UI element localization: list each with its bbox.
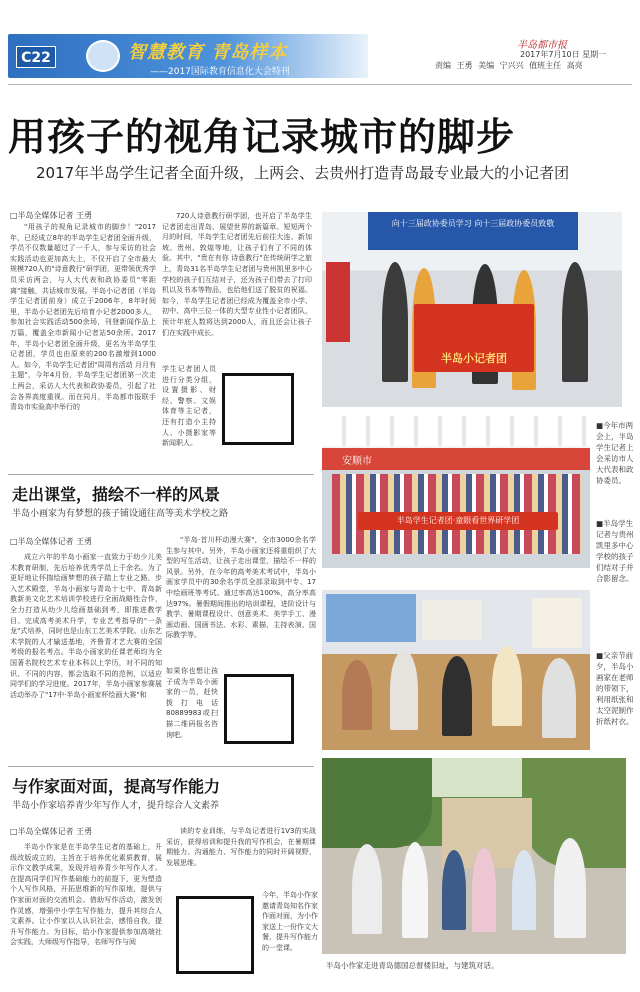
poster (326, 262, 350, 342)
section-subtitle: ——2017国际教育信息化大会特刊 (150, 67, 290, 77)
divider (8, 474, 314, 475)
article-column: 如果你也想让孩子成为半岛小画家的一员，赶快拨打电话80889983或扫描二维码报名咨询吧。 (166, 667, 218, 739)
article-column: 720人诗意教行研学团，也开启了半岛学生记者团走出青岛、展望世界的新篇章。短短两个月的时间，半岛学生记者团先后前往大连、新加坡、贵州、敦煌等地，让孩子们有了不同的体验。其中，"贵在有你 诗意教行"在传统研学之旅上，青岛31名半岛学生记者团与贵州凯里多中心学校的孩子们互结对子，还为孩子们带去了打印机以及书本等物品，也给他们送了脱贫的祝福。如今，半岛学生记者团已经成为覆盖全市小学、初中、高中三位一体的大型专业性小记者团队，预计年底人数将达到2000人，而且还会让孩子们在实践中成长。 (162, 212, 312, 337)
photo-guizhou-group (322, 416, 590, 568)
article-column: 读的专业训练，与半岛记者进行1V3的实战采访，获得培训和提升我的写作机会，在暑期课期能力、沟通能力、写作能力的同时开阔视野，发展思维。 (166, 827, 316, 867)
team-flag: 半岛小记者团 (414, 304, 534, 372)
section-subheading: 半岛小画家为有梦想的孩子铺设通往高等美术学校之路 (12, 509, 229, 519)
qr-code[interactable] (176, 896, 254, 974)
article-column: "用孩子的视角记录城市的脚步！"2017年，已经成立8年的半岛学生记者团全面升级，学员不仅数量超过了一千人，参与采访的社会实践活动也更加高大上，不仅开启了全市最大规模720人的"诗意教行"研学团，更带领优秀学员采访两会，与人大代表和政协委员"零距离"接触，共话城市发展。半岛小记者团（半岛学生记者团前身）成立于2006年，8年时间里，半岛小记者团先后培育小记者2000多人，参加社会实践活动500余场，刊登新闻作品上万篇，覆盖全市新闻小记者站50余所。2017年，半岛小记者团全面升级，更名为半岛学生记者团，学员也由原来的200名激增到1000人。如今，半岛学生记者团"周周有活动 月月有主题"，今年4月份，半岛学生记者团第一次走上两会，采访人大代表和政协委员，引起了社会各界高度重视。而在同月，半岛都市报联手青岛市实验高中举行的 (10, 223, 156, 412)
divider (8, 766, 314, 767)
newspaper-name: 半岛都市报 (517, 40, 567, 51)
editor-credits: 责编 王勇 美编 宁兴兴 值班主任 高亮 (435, 61, 583, 70)
photo-caption: ■父亲节前夕，半岛小画家在老师的带领下，利用纸张和太空泥制作折纸衬衣。 (596, 651, 634, 726)
photo-banner: 安顺市 (322, 448, 590, 470)
issue-date: 2017年7月10日 星期一 (520, 50, 607, 59)
section-subheading: 半岛小作家培养青少年写作人才，提升综合人文素养 (12, 801, 220, 811)
photo-art-class (322, 590, 590, 750)
byline: □半岛全媒体记者 王勇 (10, 211, 93, 220)
article-column: 今年，半岛小作家邀请青岛知名作家作面对面，为小作家送上一份作文大餐，提升写作能力的一堂课。 (262, 891, 318, 952)
qr-code[interactable] (224, 674, 294, 744)
photo-caption: 半岛小作家走进青岛德国总督楼旧址，与建筑对话。 (326, 961, 499, 970)
article-column: 成立六年的半岛小画家一直致力于幼少儿美术教育研制，先后培养优秀学员上千余名。为了更好地让怀揣绘画梦想的孩子踏上专业之路，步入艺术殿堂，半岛小画家与青岛十七中、青岛新教新美文化艺术培训学校进行全面战略性合作，全力打造从幼少儿绘画基础到考，即推进教学目、完成高考美术升学，专业艺考指导的"一条龙"式培养，同时也是山东工艺美术学院、山东艺术学院的人才输送基地，齐鲁青才艺大赛的全国考级的报名考点。半岛小画家的任课老师均为全国著名院校艺术专业本科以上学历，对不同的知识、不同的内容，都会选取不同的范例，以适应同学们的学习进度。2017年，半岛小画家参赛展活动举办了"17中·半岛小画家杯绘画大赛"和 (10, 553, 162, 699)
photo-writers-tour (322, 758, 626, 954)
team-banner: 半岛学生记者团·童眼看世界研学团 (358, 512, 558, 530)
section-title: 智慧教育 青岛样本 (128, 42, 288, 63)
byline: □半岛全媒体记者 王勇 (10, 827, 93, 836)
photo-caption: ■今年市两会上，半岛学生记者上会采访市人大代表和政协委员。 (596, 421, 634, 485)
page-number: C22 (16, 46, 56, 68)
main-headline: 用孩子的视角记录城市的脚步 (8, 114, 516, 159)
banner-logo-icon (86, 40, 120, 72)
photo-two-sessions (322, 212, 622, 407)
section-heading: 走出课堂，描绘不一样的风景 (12, 485, 221, 504)
byline: □半岛全媒体记者 王勇 (10, 537, 93, 546)
qr-code[interactable] (222, 373, 294, 445)
article-column: 半岛小作家是在半岛学生记者的基础上，升级改版成立的，主旨在于培养优化素质教育，展示作文教学成果，发现并培养青少年写作人才。在提高同学们写作基础能力的前提下，更为塑造个人写作风格，开拓思维新的写作原地，提供与作家面对面的交流机会。借助写作活动，激发创作灵感，增强中小学生写作能力，提升其综合人文素养。让小作家以人认识社会，感悟自我，提升写作能力。为目标，给小作家提供参加高端社会实践，大师级写作指导，名师写作与阅 (10, 843, 162, 947)
article-column: 学生记者团人员进行分类分组，设置摄影、财经、警察、文娱体育等主记者，还有打造小主持人、小摄影家等新闻职人。 (162, 365, 216, 448)
divider (8, 84, 632, 85)
article-column: "半岛·首川杯动漫大赛"，全市3000余名学生参与其中。另外，半岛小画家还将重组织了大型的写生活动，让孩子走出课堂，描绘不一样的风景。另外，在今年的高考美术考试中，半岛小画家学员中的30余名学员全部录取到中专、17中绘画班等考试。通过率高达100%，高分率高达97%。暑假期间推出的培训课程，进阶设计与教学、暑期课程设计、创意美术、美学手工、漫画动画、国画书法、水彩、素描、主持表演、国际教学等。 (166, 536, 316, 640)
section-heading: 与作家面对面，提高写作能力 (12, 777, 221, 796)
photo-caption: ■半岛学生记者与贵州凯里多中心学校的孩子们结对子并合影留念。 (596, 519, 634, 583)
headline-subtitle: 2017年半岛学生记者全面升级，上两会、去贵州打造青岛最专业最大的小记者团 (36, 164, 570, 182)
photo-banner: 向十三届政协委员学习 向十三届政协委员致敬 (368, 212, 578, 250)
